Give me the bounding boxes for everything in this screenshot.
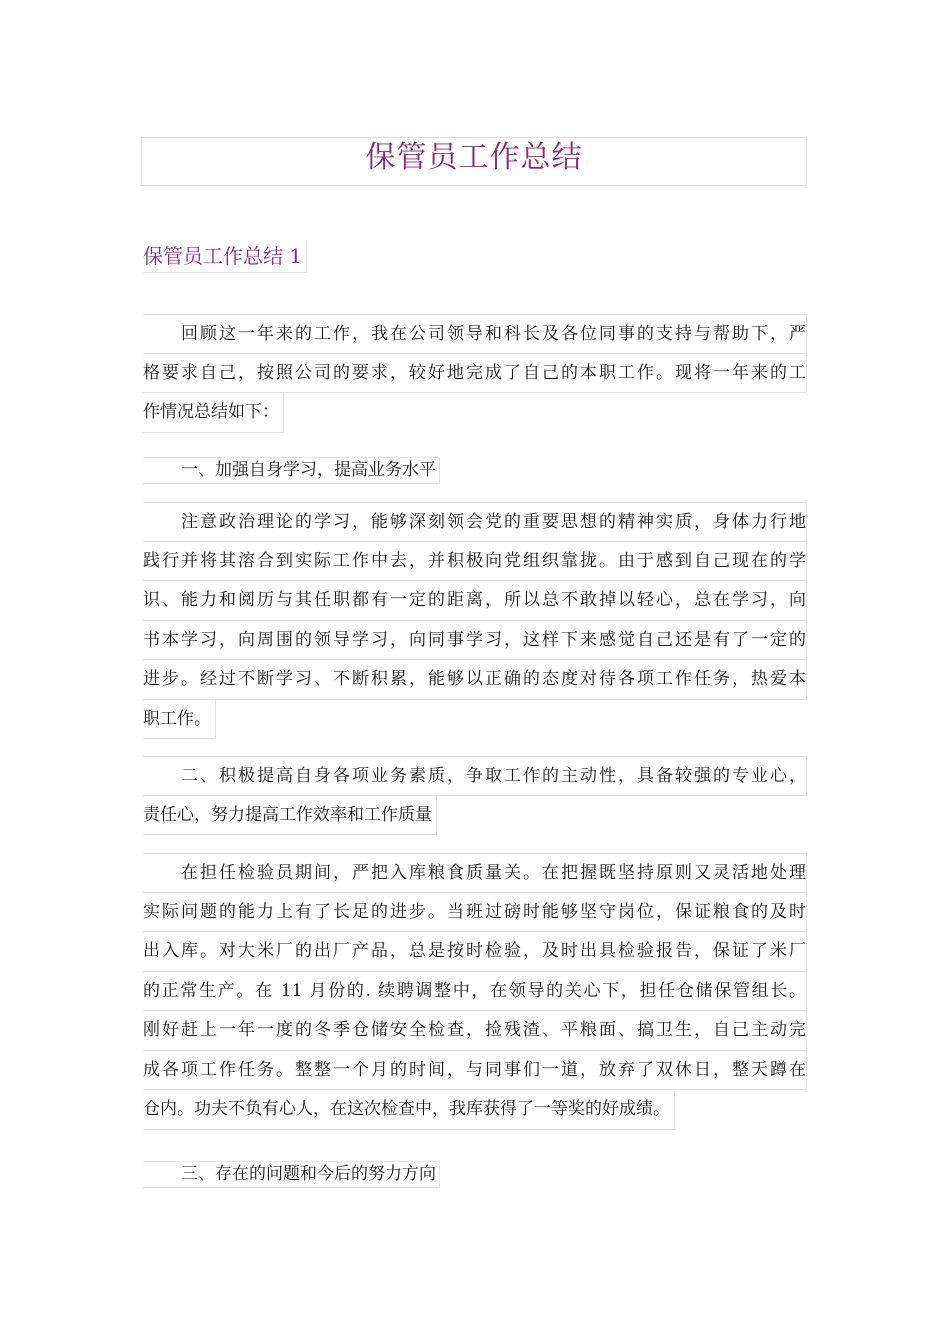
paragraph-2-line: 仓内。功夫不负有心人，在这次检查中，我库获得了一等奖的好成绩。 bbox=[143, 1090, 675, 1130]
intro-line: 回顾这一年来的工作，我在公司领导和科长及各位同事的支持与帮助下，严 bbox=[143, 314, 807, 354]
heading-1 bbox=[143, 451, 807, 491]
paragraph-1-line: 践行并将其溶合到实际工作中去，并积极向党组织靠拢。由于感到自己现在的学 bbox=[143, 542, 807, 582]
paragraph-2-line: 成各项工作任务。整整一个月的时间，与同事们一道，放弃了双休日，整天蹲在 bbox=[143, 1051, 807, 1091]
paragraph-1-line: 进步。经过不断学习、不断积累，能够以正确的态度对待各项工作任务，热爱本 bbox=[143, 660, 807, 700]
paragraph-2-line: 的正常生产。在 11 月份的. 续聘调整中，在领导的关心下，担任仓储保管组长。 bbox=[143, 972, 807, 1012]
paragraph-1-line: 书本学习，向周围的领导学习，向同事学习，这样下来感觉自己还是有了一定的 bbox=[143, 621, 807, 661]
heading-3 bbox=[143, 1155, 807, 1195]
intro-paragraph bbox=[143, 314, 807, 448]
paragraph-1-line: 注意政治理论的学习，能够深刻领会党的重要思想的精神实质，身体力行地 bbox=[143, 502, 807, 542]
paragraph-1-line: 识、能力和阅历与其任职都有一定的距离，所以总不敢掉以轻心，总在学习，向 bbox=[143, 581, 807, 621]
paragraph-2-line: 实际问题的能力上有了长足的进步。当班过磅时能够坚守岗位，保证粮食的及时 bbox=[143, 893, 807, 933]
section-title: 保管员工作总结 1 bbox=[143, 240, 307, 273]
paragraph-2-line: 出入库。对大米厂的出厂产品，总是按时检验，及时出具检验报告，保证了米厂 bbox=[143, 932, 807, 972]
heading-2 bbox=[143, 756, 807, 851]
page-title: 保管员工作总结 bbox=[365, 140, 583, 175]
paragraph-2-line: 刚好赶上一年一度的冬季仓储安全检查，捡残渣、平粮面、搞卫生，自己主动完 bbox=[143, 1011, 807, 1051]
paragraph-2 bbox=[143, 853, 807, 1145]
intro-line: 作情况总结如下： bbox=[143, 393, 284, 433]
intro-line: 格要求自己，按照公司的要求，较好地完成了自己的本职工作。现将一年来的工 bbox=[143, 354, 807, 394]
heading-3-text: 三、存在的问题和今后的努力方向 bbox=[143, 1161, 440, 1188]
heading-2-line: 责任心，努力提高工作效率和工作质量 bbox=[143, 796, 437, 836]
paragraph-2-line: 在担任检验员期间，严把入库粮食质量关。在把握既坚持原则又灵活地处理 bbox=[143, 853, 807, 893]
heading-1-text: 一、加强自身学习，提高业务水平 bbox=[143, 457, 440, 484]
paragraph-1 bbox=[143, 502, 807, 755]
heading-2-line: 二、积极提高自身各项业务素质，争取工作的主动性，具备较强的专业心， bbox=[143, 756, 807, 796]
paragraph-1-line: 职工作。 bbox=[143, 700, 216, 740]
title-box bbox=[141, 137, 807, 186]
